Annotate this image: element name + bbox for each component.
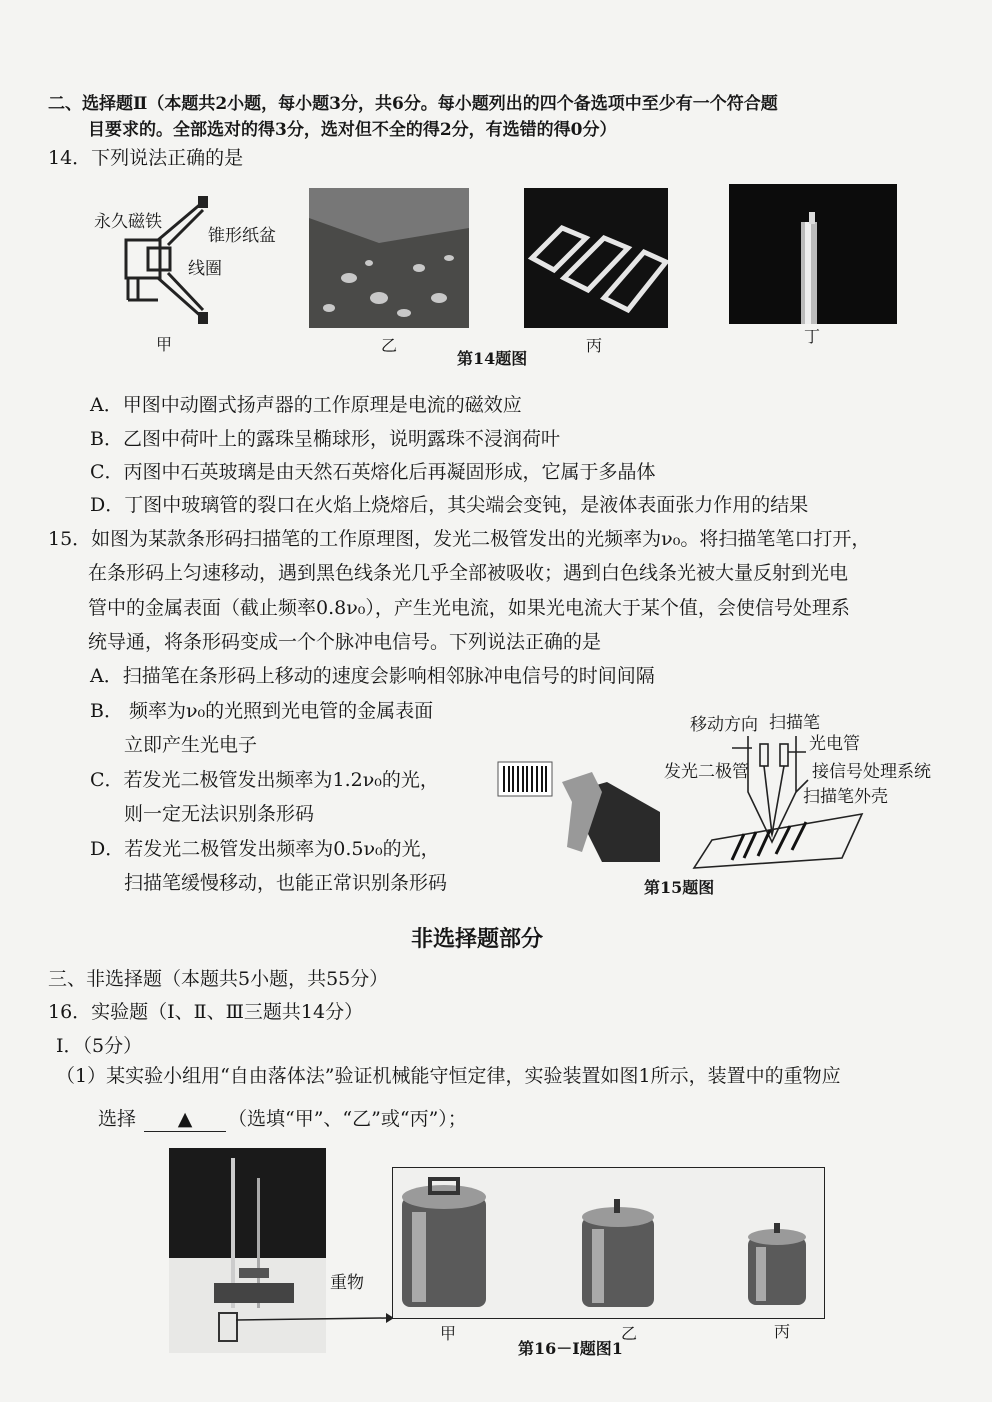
q14-option-c: C．丙图中石英玻璃是由天然石英熔化后再凝固形成，它属于多晶体 [90, 461, 656, 483]
q15-stem-line3: 管中的金属表面（截止频率0.8ν₀），产生光电流，如果光电流大于某个值，会使信号处理系 [88, 597, 850, 619]
label-weight-yi: 乙 [621, 1324, 638, 1343]
label-magnet: 永久磁铁 [94, 212, 162, 232]
q15-option-a: A．扫描笔在条形码上移动的速度会影响相邻脉冲电信号的时间间隔 [90, 665, 655, 687]
q14-option-d: D．丁图中玻璃管的裂口在火焰上烧熔后，其尖端会变钝，是液体表面张力作用的结果 [90, 494, 809, 516]
q15-option-b-line1: B． 频率为ν₀的光照到光电管的金属表面 [90, 700, 434, 722]
q16-line1: （1）某实验小组用“自由落体法”验证机械能守恒定律，实验装置如图1所示，装置中的重物应 [56, 1065, 841, 1087]
label-yi: 乙 [381, 336, 398, 355]
dew-photo [309, 188, 469, 328]
label-move-dir: 移动方向 [690, 715, 758, 735]
q16-sub1: Ⅰ．（5分） [56, 1035, 143, 1057]
q16-line2-pre: 选择 [98, 1108, 137, 1130]
label-phototube: 光电管 [809, 734, 860, 754]
q15-option-d-line2: 扫描笔缓慢移动，也能正常识别条形码 [124, 872, 448, 894]
label-ding: 丁 [804, 327, 821, 346]
q15-stem-line4: 统导通，将条形码变成一个个脉冲电信号。下列说法正确的是 [88, 631, 602, 653]
label-cone: 锥形纸盆 [208, 226, 276, 246]
label-coil: 线圈 [188, 259, 222, 279]
arrow-to-weights [236, 1308, 396, 1328]
section3-title: 三、非选择题（本题共5小题，共55分） [48, 968, 389, 990]
q14-option-a: A．甲图中动圈式扬声器的工作原理是电流的磁效应 [90, 394, 522, 416]
part2-heading: 非选择题部分 [411, 926, 544, 952]
label-led: 发光二极管 [664, 762, 749, 782]
q16-title: 16．实验题（Ⅰ、Ⅱ、Ⅲ三题共14分） [48, 1001, 364, 1023]
q16-line2-post: （选填“甲”、“乙”或“丙”）； [228, 1108, 467, 1130]
q14-caption: 第14题图 [457, 349, 528, 368]
answer-blank[interactable]: ▲ [144, 1107, 226, 1132]
q14-stem: 14．下列说法正确的是 [48, 147, 244, 169]
label-pen: 扫描笔 [769, 713, 820, 733]
glass-tube-photo [729, 184, 897, 324]
label-shell: 扫描笔外壳 [803, 787, 888, 807]
label-bing: 丙 [586, 336, 603, 355]
label-weight: 重物 [330, 1273, 364, 1293]
q15-option-b-line2: 立即产生光电子 [124, 734, 258, 756]
q15-option-c-line1: C．若发光二极管发出频率为1.2ν₀的光， [90, 769, 439, 791]
section2-title: 二、选择题Ⅱ（本题共2小题，每小题3分，共6分。每小题列出的四个备选项中至少有一个符合题 [48, 94, 778, 114]
section2-title-cont: 目要求的。全部选对的得3分，选对但不全的得2分，有选错的得0分） [88, 120, 617, 140]
q16-caption: 第16－Ⅰ题图1 [518, 1339, 623, 1358]
label-weight-bing: 丙 [774, 1322, 791, 1341]
q15-option-c-line2: 则一定无法识别条形码 [124, 803, 315, 825]
q15-stem-line2: 在条形码上匀速移动，遇到黑色线条光几乎全部被吸收；遇到白色线条光被大量反射到光电 [88, 562, 849, 584]
label-signal: 接信号处理系统 [812, 762, 931, 782]
label-jia: 甲 [156, 335, 173, 354]
label-weight-jia: 甲 [440, 1324, 457, 1343]
q14-option-b: B．乙图中荷叶上的露珠呈椭球形，说明露珠不浸润荷叶 [90, 428, 560, 450]
q15-caption: 第15题图 [644, 878, 715, 897]
q15-stem-line1: 15．如图为某款条形码扫描笔的工作原理图，发光二极管发出的光频率为ν₀。将扫描笔笔口打开， [48, 528, 871, 550]
weights-photo [392, 1167, 825, 1319]
scanner-hand-photo [492, 752, 662, 862]
quartz-photo [524, 188, 668, 328]
q15-option-d-line1: D．若发光二极管发出频率为0.5ν₀的光， [90, 838, 440, 860]
